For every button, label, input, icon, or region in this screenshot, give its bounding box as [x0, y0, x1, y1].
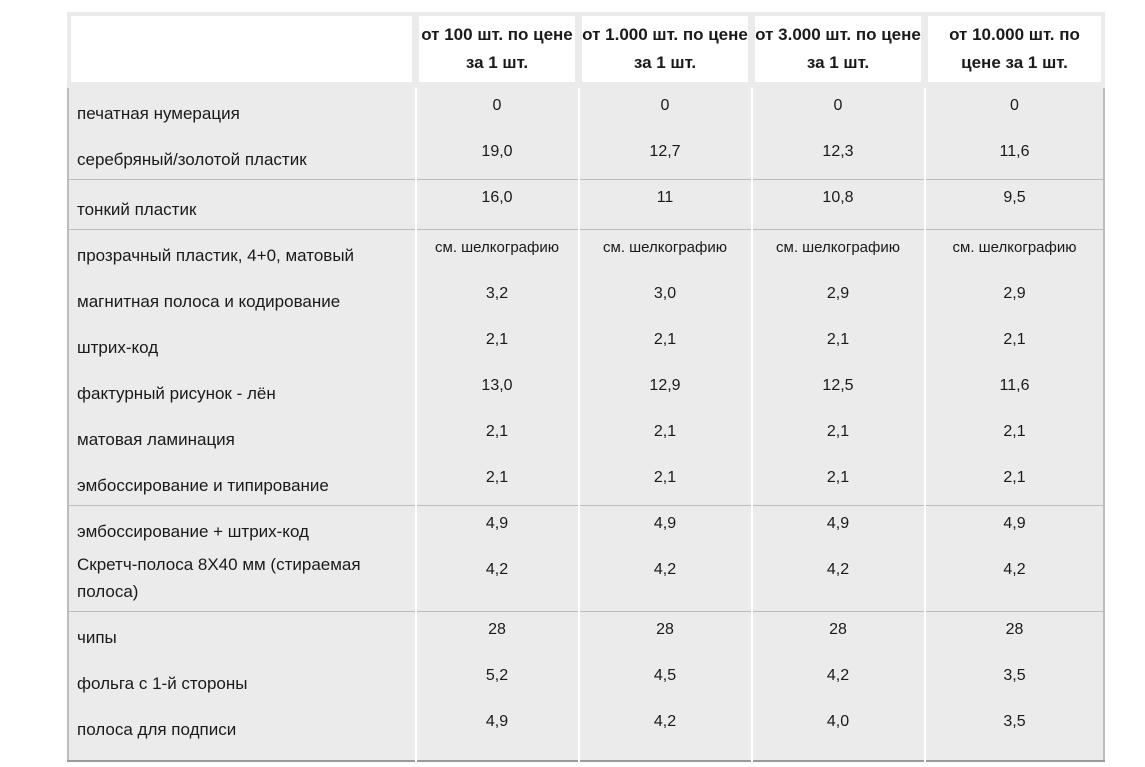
price-cell: 28 [755, 613, 921, 657]
table-row [67, 230, 1105, 276]
row-label: матовая ламинация [71, 415, 412, 459]
table-row [67, 322, 1105, 368]
price-cell: 11,6 [928, 369, 1101, 413]
price-cell: 2,1 [582, 323, 748, 367]
table-row [67, 180, 1105, 230]
price-cell: 2,1 [419, 461, 575, 505]
table-border-right [1103, 88, 1105, 762]
price-cell: 2,1 [755, 323, 921, 367]
column-divider [415, 88, 417, 762]
price-cell: см. шелкографию [582, 231, 748, 275]
price-cell: 2,1 [928, 415, 1101, 459]
table-header-row [67, 12, 1105, 85]
price-cell: 28 [419, 613, 575, 657]
row-label: Скретч-полоса 8X40 мм (стираемая полоса) [71, 553, 412, 611]
row-label: фольга с 1-й стороны [71, 659, 412, 703]
price-cell: 12,7 [582, 135, 748, 179]
row-label: тонкий пластик [71, 181, 412, 229]
price-cell: 4,5 [582, 659, 748, 703]
price-cell: 4,2 [419, 553, 575, 611]
price-cell: 12,9 [582, 369, 748, 413]
price-cell: 4,9 [419, 705, 575, 749]
price-cell: 4,2 [582, 553, 748, 611]
price-cell: 19,0 [419, 135, 575, 179]
header-cell-empty [71, 16, 412, 82]
column-divider [578, 88, 580, 762]
price-cell: 11 [582, 181, 748, 229]
price-cell: 5,2 [419, 659, 575, 703]
price-cell: 0 [928, 89, 1101, 133]
price-cell: 4,0 [755, 705, 921, 749]
header-cell-quantity: от 1.000 шт. по цене за 1 шт. [582, 16, 748, 82]
price-cell: 3,5 [928, 659, 1101, 703]
table-row [67, 704, 1105, 750]
price-cell: 4,2 [928, 553, 1101, 611]
header-cell-quantity: от 3.000 шт. по цене за 1 шт. [755, 16, 921, 82]
price-cell: 3,2 [419, 277, 575, 321]
price-cell: 4,9 [419, 507, 575, 551]
table-row [67, 460, 1105, 506]
column-divider [924, 88, 926, 762]
price-cell: 4,9 [928, 507, 1101, 551]
header-cell-quantity: от 100 шт. по цене за 1 шт. [419, 16, 575, 82]
price-cell: 4,9 [582, 507, 748, 551]
price-cell: 13,0 [419, 369, 575, 413]
price-cell: 4,2 [755, 553, 921, 611]
row-label: печатная нумерация [71, 89, 412, 133]
price-cell: 4,2 [582, 705, 748, 749]
header-cell-quantity: от 10.000 шт. по цене за 1 шт. [928, 16, 1101, 82]
price-table [67, 12, 1105, 762]
price-cell: 2,1 [419, 415, 575, 459]
price-cell: 0 [419, 89, 575, 133]
price-cell: 2,1 [928, 323, 1101, 367]
price-cell: 28 [928, 613, 1101, 657]
table-row [67, 552, 1105, 612]
price-cell: см. шелкографию [419, 231, 575, 275]
price-cell: 2,1 [755, 415, 921, 459]
price-cell: 12,3 [755, 135, 921, 179]
price-cell: 4,2 [755, 659, 921, 703]
row-label: эмбоссирование + штрих-код [71, 507, 412, 551]
price-cell: 10,8 [755, 181, 921, 229]
table-row [67, 88, 1105, 134]
table-row [67, 506, 1105, 552]
price-cell: 4,9 [755, 507, 921, 551]
row-label: фактурный рисунок - лён [71, 369, 412, 413]
column-divider [751, 88, 753, 762]
price-cell: 16,0 [419, 181, 575, 229]
table-row [67, 414, 1105, 460]
table-row [67, 612, 1105, 658]
price-cell: 9,5 [928, 181, 1101, 229]
row-label: эмбоссирование и типирование [71, 461, 412, 505]
table-row [67, 276, 1105, 322]
price-cell: см. шелкографию [928, 231, 1101, 275]
row-label: прозрачный пластик, 4+0, матовый [71, 231, 412, 275]
price-cell: 2,1 [419, 323, 575, 367]
price-cell: 3,5 [928, 705, 1101, 749]
price-cell: 28 [582, 613, 748, 657]
table-border-left [67, 88, 69, 762]
price-cell: 0 [582, 89, 748, 133]
price-cell: см. шелкографию [755, 231, 921, 275]
table-row [67, 368, 1105, 414]
row-label: штрих-код [71, 323, 412, 367]
row-label: полоса для подписи [71, 705, 412, 749]
price-cell: 2,9 [928, 277, 1101, 321]
row-label: серебряный/золотой пластик [71, 135, 412, 179]
table-row [67, 658, 1105, 704]
row-label: магнитная полоса и кодирование [71, 277, 412, 321]
price-cell: 11,6 [928, 135, 1101, 179]
price-cell: 2,1 [582, 461, 748, 505]
price-cell: 2,1 [928, 461, 1101, 505]
price-cell: 2,9 [755, 277, 921, 321]
price-cell: 0 [755, 89, 921, 133]
table-row [67, 134, 1105, 180]
price-cell: 2,1 [582, 415, 748, 459]
price-cell: 12,5 [755, 369, 921, 413]
price-cell: 2,1 [755, 461, 921, 505]
row-label: чипы [71, 613, 412, 657]
table-border-bottom [67, 760, 1105, 762]
price-cell: 3,0 [582, 277, 748, 321]
